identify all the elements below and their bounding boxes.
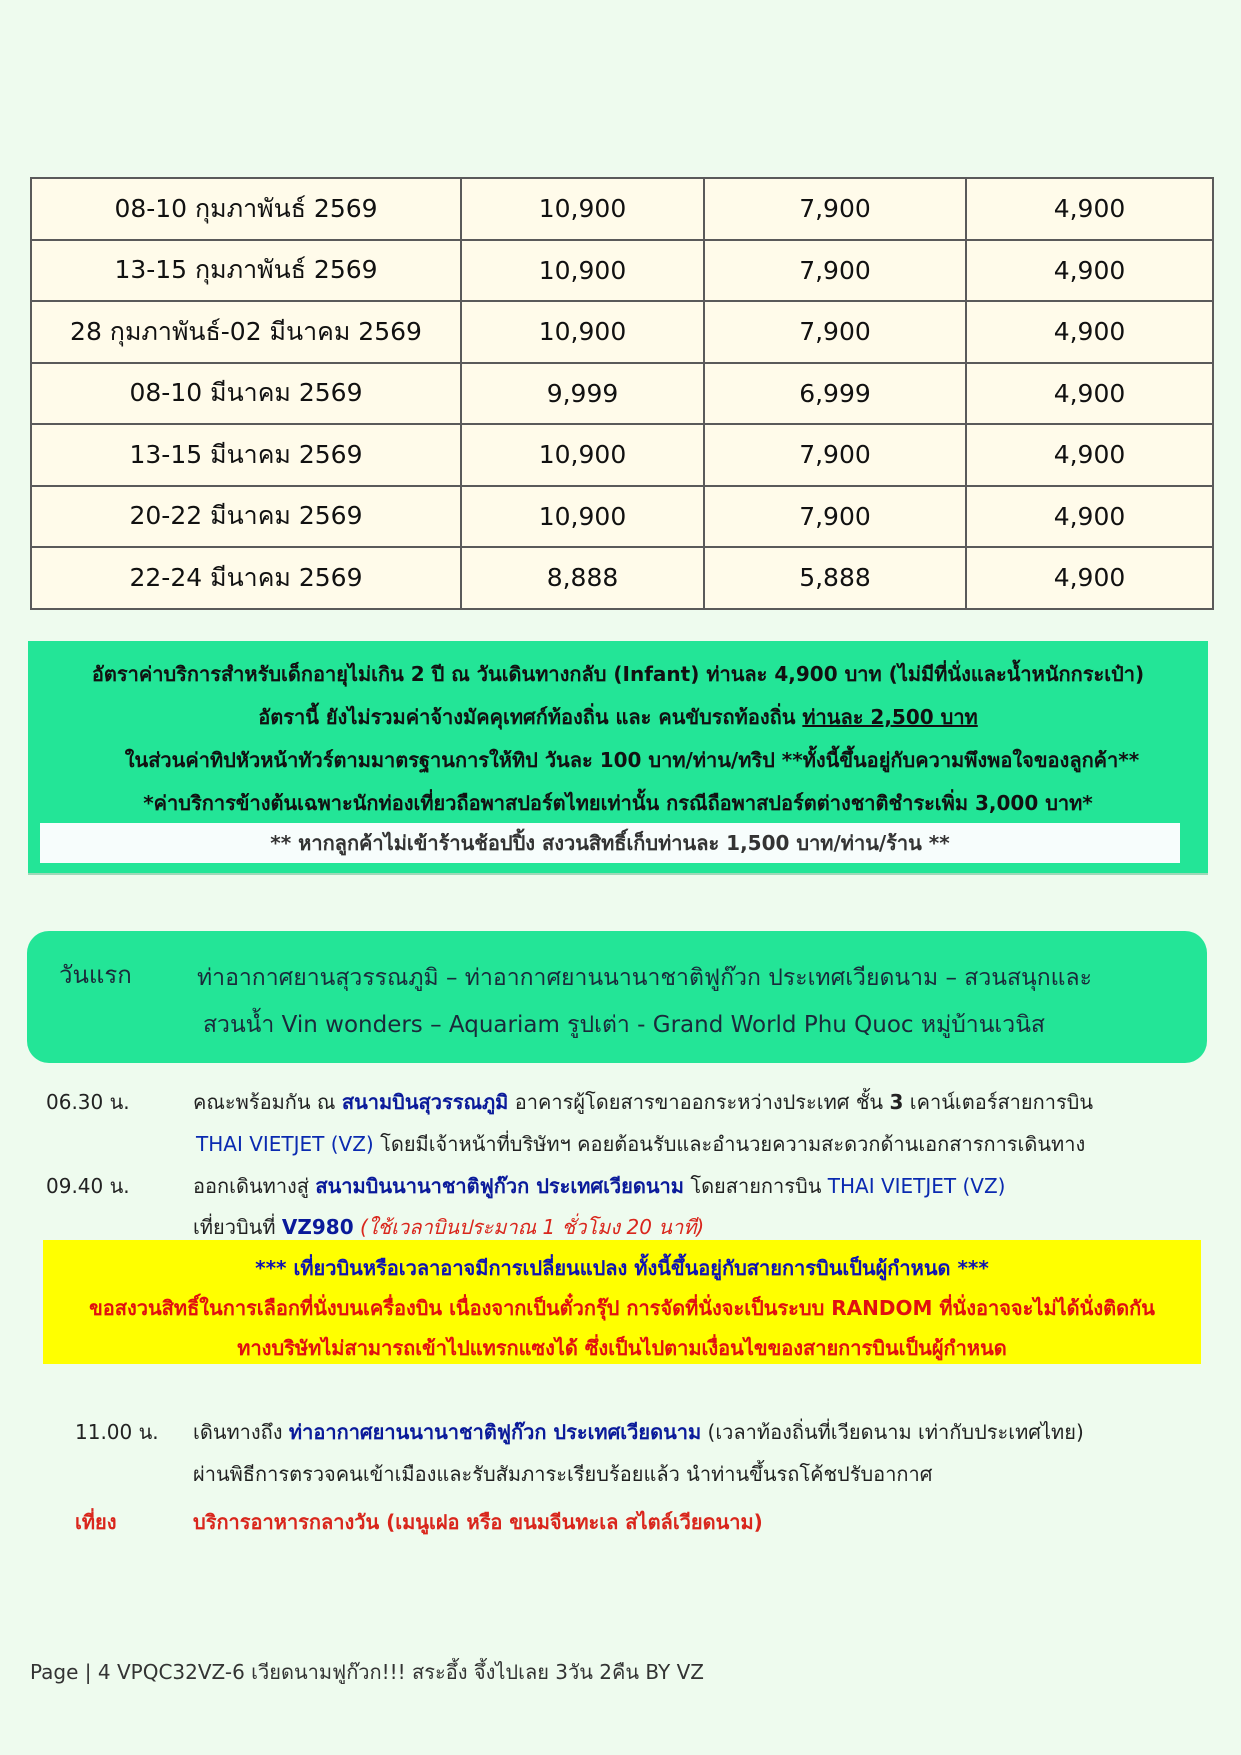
- table-row: [31, 301, 1213, 363]
- price-cell: 10,900: [461, 486, 704, 548]
- infant-rate-note: อัตราค่าบริการสำหรับเด็กอายุไม่เกิน 2 ปี ณ วันเดินทางกลับ (Infant) ท่านละ 4,900 บาท (ไม่มีที่นั่งและน้ำหนักกระเป๋า): [91, 662, 1145, 686]
- time-0940: 09.40 น.: [46, 1174, 130, 1198]
- travel-date-cell: 08-10 กุมภาพันธ์ 2569: [31, 178, 461, 240]
- price-cell: 4,900: [966, 547, 1213, 609]
- schedule-item-0630: คณะพร้อมกัน ณ สนามบินสุวรรณภูมิ อาคารผู้โดยสารขาออกระหว่างประเทศ ชั้น 3 เคาน์เตอร์สายการบิน: [193, 1090, 1094, 1114]
- table-row: [31, 424, 1213, 486]
- table-row: [31, 178, 1213, 240]
- price-cell: 4,900: [966, 424, 1213, 486]
- day1-label: วันแรก: [59, 961, 132, 989]
- passport-note: *ค่าบริการข้างต้นเฉพาะนักท่องเที่ยวถือพาสปอร์ตไทยเท่านั้น กรณีถือพาสปอร์ตต่างชาติชำระเพิ่ม 3,000 บาท*: [143, 791, 1093, 815]
- flight-info: เที่ยวบินที่ VZ980 (ใช้เวลาบินประมาณ 1 ชั่วโมง 20 นาที): [193, 1215, 705, 1239]
- price-cell: 10,900: [461, 301, 704, 363]
- price-cell: 10,900: [461, 240, 704, 302]
- table-row: [31, 363, 1213, 425]
- time-0630: 06.30 น.: [46, 1090, 130, 1114]
- table-row: [31, 486, 1213, 548]
- travel-date-cell: 13-15 กุมภาพันธ์ 2569: [31, 240, 461, 302]
- warning-line-2: ขอสงวนสิทธิ์ในการเลือกที่นั่งบนเครื่องบิน เนื่องจากเป็นตั๋วกรุ๊ป การจัดที่นั่งจะเป็นระบบ RANDOM ที่นั่งอาจจะไม่ได้นั่งติดกัน: [89, 1296, 1155, 1320]
- flight-warning-box: [43, 1240, 1201, 1364]
- price-table: [30, 177, 1214, 610]
- lunch-label: เที่ยง: [75, 1510, 117, 1534]
- price-cell: 8,888: [461, 547, 704, 609]
- price-cell: 6,999: [704, 363, 966, 425]
- schedule-item-1100-line2: ผ่านพิธีการตรวจคนเข้าเมืองและรับสัมภาระเรียบร้อยแล้ว นำท่านขึ้นรถโค้ชปรับอากาศ: [193, 1462, 933, 1486]
- shopping-note: ** หากลูกค้าไม่เข้าร้านช้อปปิ้ง สงวนสิทธิ์เก็บท่านละ 1,500 บาท/ท่าน/ร้าน **: [40, 823, 1180, 863]
- travel-date-cell: 28 กุมภาพันธ์-02 มีนาคม 2569: [31, 301, 461, 363]
- price-cell: 10,900: [461, 178, 704, 240]
- travel-date-cell: 13-15 มีนาคม 2569: [31, 424, 461, 486]
- price-cell: 4,900: [966, 178, 1213, 240]
- price-cell: 4,900: [966, 363, 1213, 425]
- price-cell: 10,900: [461, 424, 704, 486]
- price-cell: 7,900: [704, 486, 966, 548]
- tip-note: ในส่วนค่าทิปหัวหน้าทัวร์ตามมาตรฐานการให้ทิป วันละ 100 บาท/ท่าน/ทริป **ทั้งนี้ขึ้นอยู่กับความพึงพอใจของลูกค้า**: [124, 748, 1140, 772]
- price-cell: 7,900: [704, 178, 966, 240]
- schedule-item-1100: เดินทางถึง ท่าอากาศยานนานาชาติฟูก๊วก ประเทศเวียดนาม (เวลาท้องถิ่นที่เวียดนาม เท่ากับประเทศไทย): [193, 1420, 1084, 1444]
- price-cell: 7,900: [704, 301, 966, 363]
- travel-date-cell: 20-22 มีนาคม 2569: [31, 486, 461, 548]
- table-row: [31, 547, 1213, 609]
- lunch-detail: บริการอาหารกลางวัน (เมนูเฝอ หรือ ขนมจีนทะเล สไตล์เวียดนาม): [193, 1510, 763, 1534]
- price-cell: 9,999: [461, 363, 704, 425]
- guide-fee-note: อัตรานี้ ยังไม่รวมค่าจ้างมัคคุเทศก์ท้องถิ่น และ คนขับรถท้องถิ่น ท่านละ 2,500 บาท: [258, 705, 978, 729]
- price-table-body: [31, 178, 1213, 609]
- warning-line-3: ทางบริษัทไม่สามารถเข้าไปแทรกแซงได้ ซึ่งเป็นไปตามเงื่อนไขของสายการบินเป็นผู้กำหนด: [237, 1336, 1007, 1360]
- price-cell: 5,888: [704, 547, 966, 609]
- schedule-item-0630-line2: THAI VIETJET (VZ) โดยมีเจ้าหน้าที่บริษัทฯ คอยต้อนรับและอำนวยความสะดวกด้านเอกสารการเดินทาง: [196, 1132, 1086, 1156]
- price-cell: 4,900: [966, 240, 1213, 302]
- price-cell: 4,900: [966, 301, 1213, 363]
- price-cell: 7,900: [704, 240, 966, 302]
- warning-line-1: *** เที่ยวบินหรือเวลาอาจมีการเปลี่ยนแปลง ทั้งนี้ขึ้นอยู่กับสายการบินเป็นผู้กำหนด ***: [255, 1256, 989, 1280]
- day1-title: ท่าอากาศยานสุวรรณภูมิ – ท่าอากาศยานนานาชาติฟูก๊วก ประเทศเวียดนาม – สวนสนุกและ สวนน้ำ Vin wonders – Aquariam รูปเต่า - Grand World Phu Quoc หมู่บ้านเวนิส: [197, 965, 1092, 1038]
- day1-header: [27, 931, 1207, 1063]
- price-cell: 7,900: [704, 424, 966, 486]
- travel-date-cell: 08-10 มีนาคม 2569: [31, 363, 461, 425]
- travel-date-cell: 22-24 มีนาคม 2569: [31, 547, 461, 609]
- schedule-item-0940: ออกเดินทางสู่ สนามบินนานาชาติฟูก๊วก ประเทศเวียดนาม โดยสายการบิน THAI VIETJET (VZ): [193, 1174, 1006, 1198]
- pricing-notice-box: [28, 641, 1208, 875]
- price-cell: 4,900: [966, 486, 1213, 548]
- time-1100: 11.00 น.: [75, 1420, 159, 1444]
- page-footer: Page | 4 VPQC32VZ-6 เวียดนามฟูก๊วก!!! สระอึ้ง จึ้งไปเลย 3วัน 2คืน BY VZ: [30, 1660, 704, 1684]
- table-row: [31, 240, 1213, 302]
